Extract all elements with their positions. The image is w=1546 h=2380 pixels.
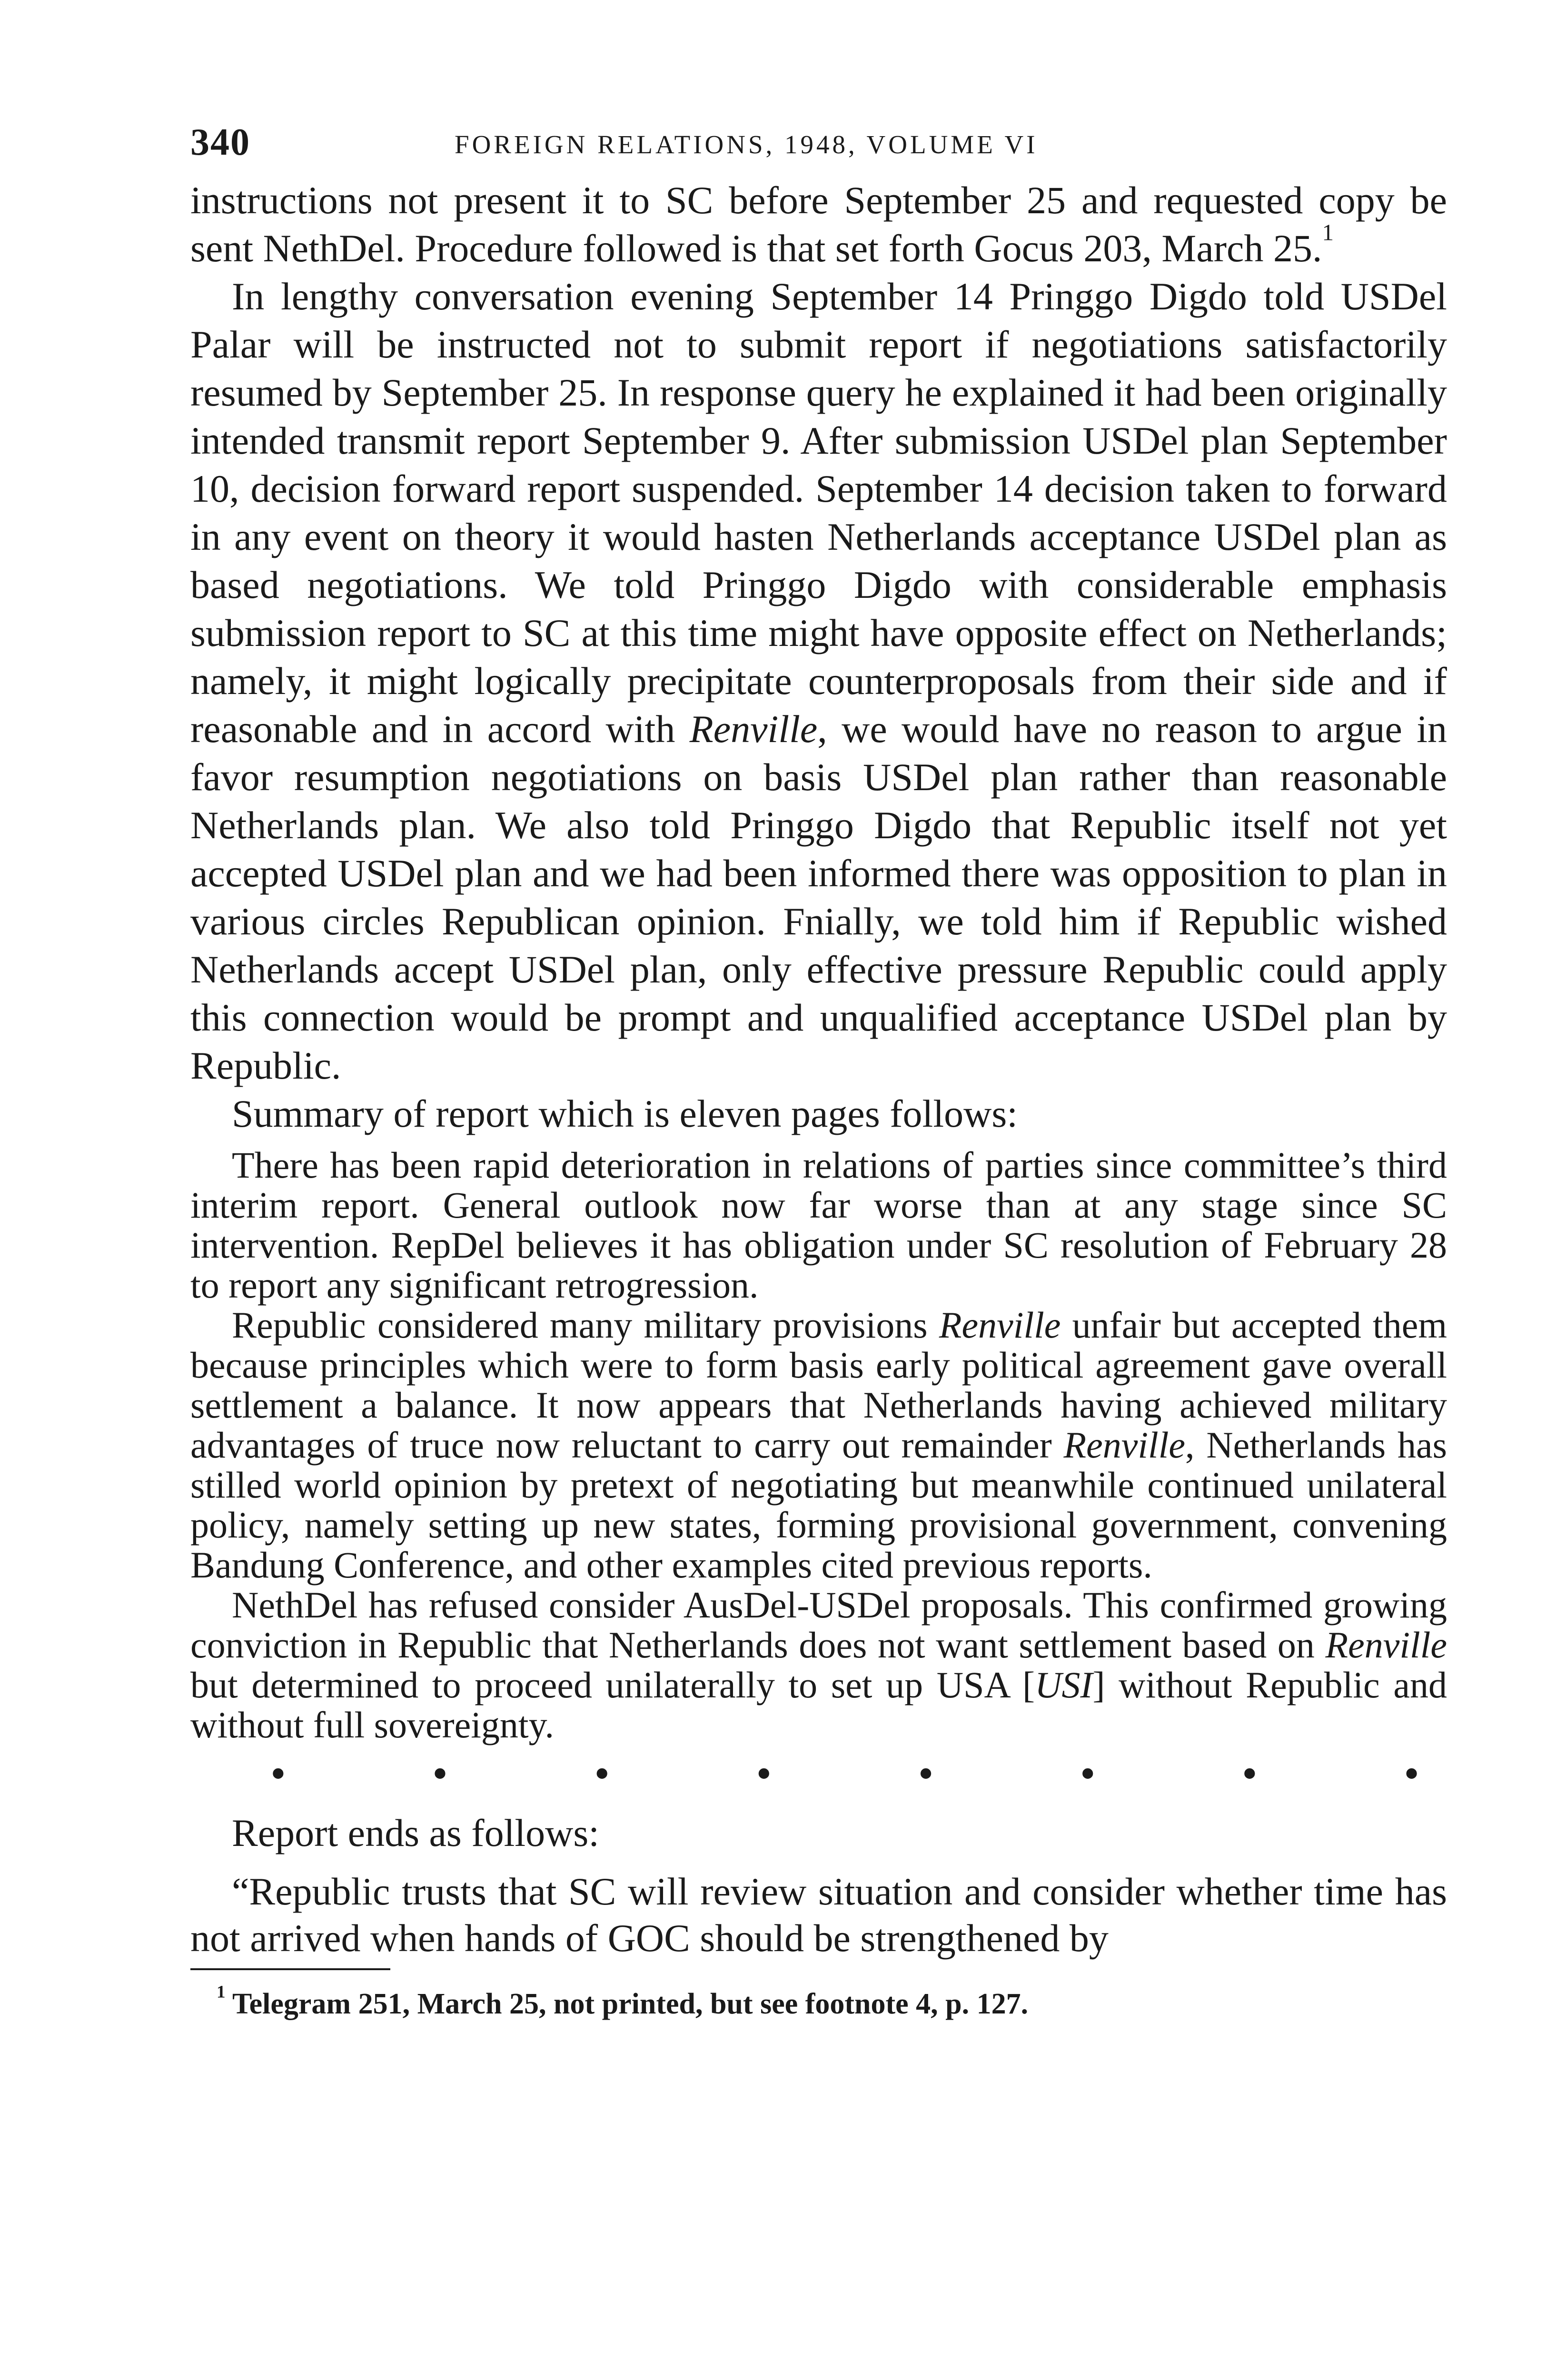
footnote <box>190 1982 1447 2021</box>
paragraph-1-text: instructions not present it to SC before September 25 and requested copy be sent NethDel. Procedure followed is that set forth Gocus 203, March 25. <box>190 178 1447 270</box>
footnote-marker: 1 <box>217 1982 226 2002</box>
report-paragraph-3-text-c: ] without Republic and without full sovereignty. <box>190 1664 1447 1745</box>
omission-dot: • <box>1405 1752 1418 1795</box>
paragraph-2 <box>190 272 1447 1090</box>
report-paragraph-2 <box>190 1305 1447 1585</box>
omission-dot: • <box>433 1752 447 1795</box>
footnote-reference: 1 <box>1322 219 1334 246</box>
report-paragraph-2-italic-b: Renville <box>1063 1424 1186 1466</box>
omission-dots <box>190 1752 1447 1802</box>
report-paragraph-2-text-c: , Netherlands has stilled world opinion by pretext of negotiating but meanwhile continued unilateral policy, namely setting up new states, forming provisional government, convening Bandung Conference, and other examples cited previous reports. <box>190 1424 1447 1586</box>
report-ends-line: Report ends as follows: <box>232 1811 600 1854</box>
paragraph-3: Summary of report which is eleven pages follows: <box>232 1092 1018 1135</box>
omission-dot: • <box>1080 1752 1095 1795</box>
report-paragraph-2-text-a: Republic considered many military provisions <box>232 1304 939 1346</box>
running-head <box>190 109 1447 176</box>
body-text <box>190 176 1447 1138</box>
paragraph-1 <box>190 176 1447 272</box>
omission-dot: • <box>757 1752 771 1795</box>
running-title: FOREIGN RELATIONS, 1948, VOLUME VI <box>455 130 1038 159</box>
report-paragraph-1: There has been rapid deterioration in relations of parties since committee’s third interim report. General outlook now far worse than at any stage since SC intervention. RepDel believes it has obligation under SC resolution of February 28 to report any significant retrogression. <box>190 1144 1447 1306</box>
paragraph-2-text-a: In lengthy conversation evening September 14 Pringgo Digdo told USDel Palar will be instructed not to submit report if negotiations satisfactorily resumed by September 25. In response query he explained it had been originally intended transmit report September 9. After submission USDel plan September 10, decision forward report suspended. September 14 decision taken to forward in any event on theory it would hasten Netherlands acceptance USDel plan as based negotiations. We told Pringgo Digdo with considerable emphasis submission report to SC at this time might have opposite effect on Netherlands; namely, it might logically precipitate counterproposals from their side and if reasonable and in accord with <box>190 275 1447 751</box>
report-paragraph-2-italic-a: Renville <box>939 1304 1061 1346</box>
omission-dot: • <box>1243 1752 1257 1795</box>
report-paragraph-3-text-a: NethDel has refused consider AusDel-USDel proposals. This confirmed growing conviction in Republic that Netherlands does not want settlement based on <box>190 1584 1447 1666</box>
page-number: 340 <box>190 121 250 163</box>
paragraph-2-text-b: , we would have no reason to argue in favor resumption negotiations on basis USDel plan rather than reasonable Netherlands plan. We also told Pringgo Digdo that Republic itself not yet accepted USDel plan and we had been informed there was opposition to plan in various circles Republican opinion. Fnially, we told him if Republic wished Netherlands accept USDel plan, only effective pressure Republic could apply this connection would be prompt and unqualified acceptance USDel plan by Republic. <box>190 707 1447 1087</box>
omission-dot: • <box>919 1752 933 1795</box>
omission-dot: • <box>595 1752 609 1795</box>
report-paragraph-3-text-b: but determined to proceed unilaterally to set up USA [ <box>190 1664 1035 1706</box>
report-paragraph-3-italic-a: Renville <box>1325 1624 1447 1666</box>
report-paragraph-2-text-b: unfair but accepted them because principles which were to form basis early political agreement gave overall settlement a balance. It now appears that Netherlands having achieved military advantages of truce now reluctant to carry out remainder <box>190 1304 1447 1466</box>
report-paragraph-3 <box>190 1585 1447 1745</box>
report-paragraph-3-italic-b: USI <box>1035 1664 1093 1706</box>
report-summary <box>190 1145 1447 1745</box>
omission-dot: • <box>271 1752 285 1795</box>
footnote-text: Telegram 251, March 25, not printed, but see footnote 4, p. 127. <box>232 1988 1029 2020</box>
page <box>190 109 1447 2021</box>
paragraph-2-italic: Renville <box>689 707 818 751</box>
footnote-divider <box>190 1968 390 1970</box>
quoted-report-text: “Republic trusts that SC will review situation and consider whether time has not arrived when hands of GOC should be strengthened by <box>190 1870 1447 1960</box>
